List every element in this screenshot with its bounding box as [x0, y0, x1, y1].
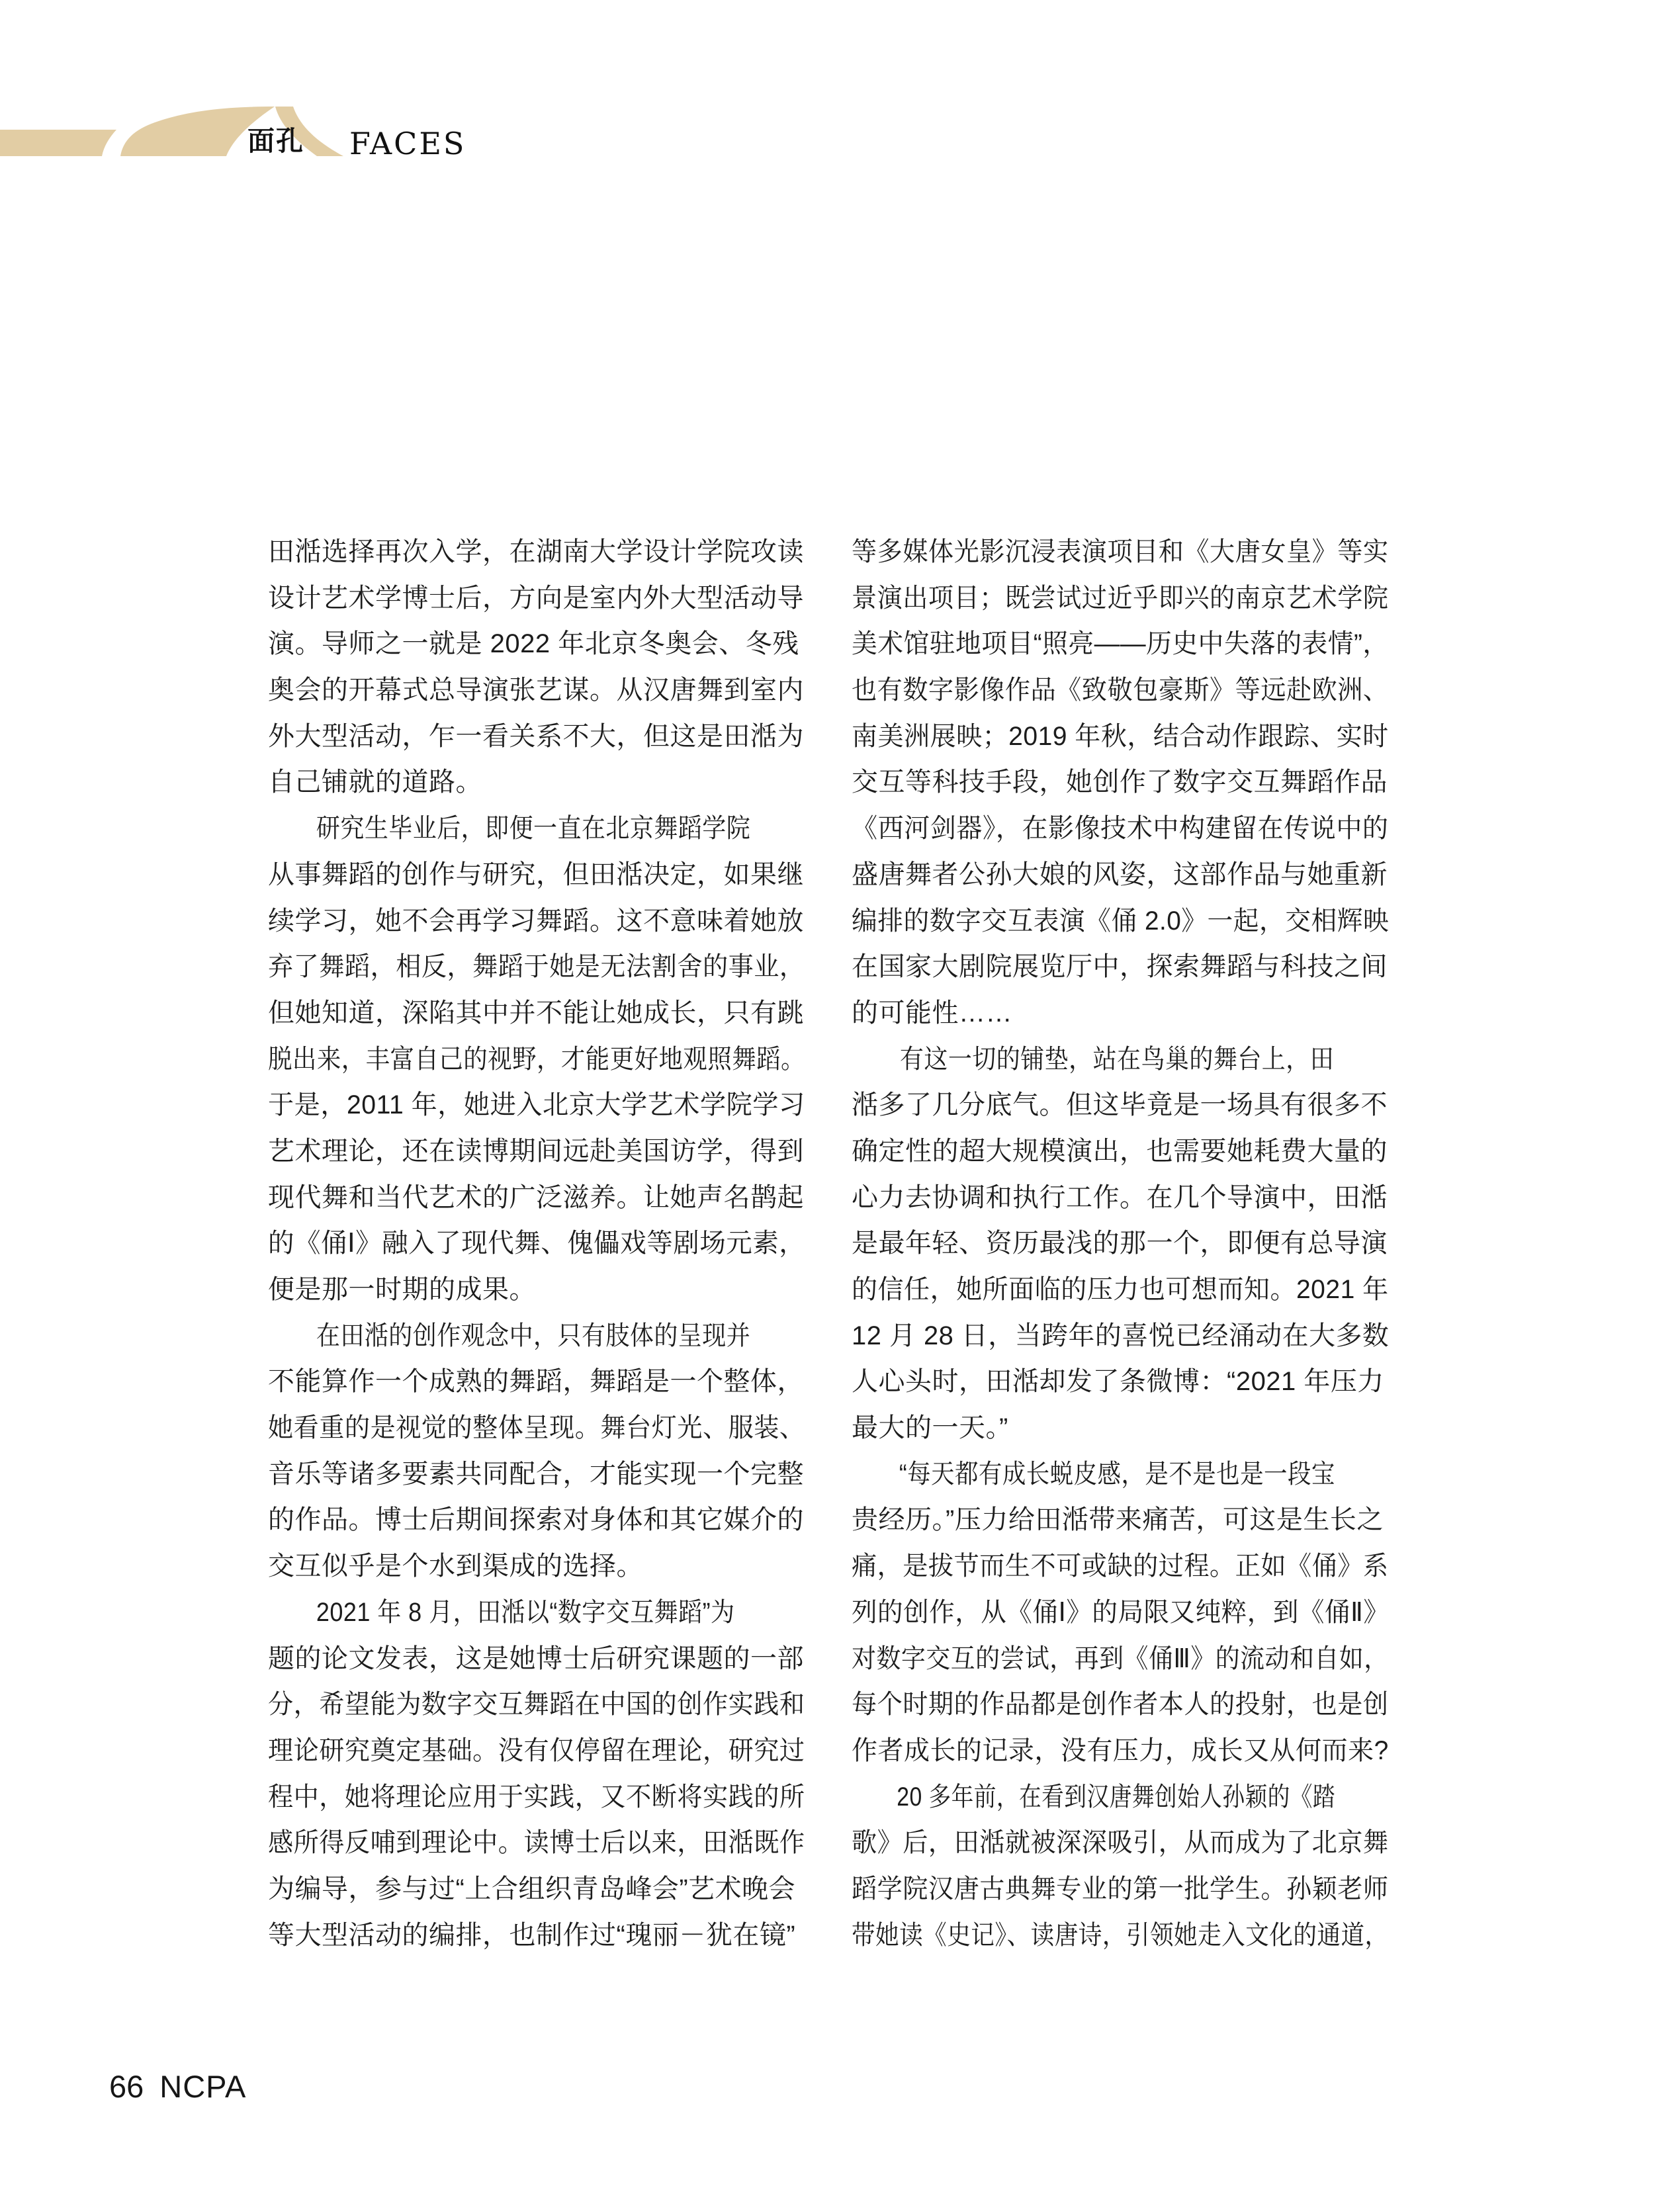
text-line: 作者成长的记录，没有压力，成长又从何而来?: [852, 1735, 1389, 1765]
text-line: 南美洲展映；2019 年秋，结合动作跟踪、实时: [852, 721, 1389, 751]
section-title-zh: 面孔: [247, 126, 304, 156]
text-line: 题的论文发表，这是她博士后研究课题的一部: [268, 1643, 804, 1673]
text-line: 理论研究奠定基础。没有仅停留在理论，研究过: [268, 1735, 805, 1765]
text-line: 编排的数字交互表演《俑 2.0》一起，交相辉映: [852, 906, 1390, 936]
text-line: 为编导，参与过“上合组织青岛峰会”艺术晚会: [268, 1874, 796, 1904]
text-line: 程中，她将理论应用于实践，又不断将实践的所: [268, 1782, 805, 1812]
text-line: 艺术理论，还在读博期间远赴美国访学，得到: [268, 1136, 804, 1166]
text-line: 带她读《史记》、读唐诗，引领她走入文化的通道，: [852, 1920, 1389, 1950]
text-line: 每个时期的作品都是创作者本人的投射，也是创: [852, 1690, 1389, 1720]
text-line: 奥会的开幕式总导演张艺谋。从汉唐舞到室内: [268, 676, 804, 705]
text-line: 外大型活动，乍一看关系不大，但这是田湉为: [268, 721, 804, 751]
text-line: 她看重的是视觉的整体呈现。舞台灯光、服装、: [268, 1413, 805, 1443]
text-line: 有这一切的铺垫，站在鸟巢的舞台上，田: [899, 1044, 1335, 1074]
text-line: 自己铺就的道路。: [268, 767, 482, 797]
text-line: 20 多年前，在看到汉唐舞创始人孙颖的《踏: [897, 1782, 1336, 1812]
text-line: 交互似乎是个水到渠成的选择。: [268, 1552, 643, 1581]
section-title-en: FACES: [349, 126, 466, 161]
text-line: 湉多了几分底气。但这毕竟是一场具有很多不: [852, 1090, 1388, 1120]
page-number: 66: [109, 2069, 144, 2104]
text-line: 也有数字影像作品《致敬包豪斯》等远赴欧洲、: [852, 676, 1389, 705]
text-line: 不能算作一个成熟的舞蹈，舞蹈是一个整体，: [268, 1367, 804, 1397]
text-line: 脱出来，丰富自己的视野，才能更好地观照舞蹈。: [268, 1044, 805, 1074]
page-footer: [109, 2071, 246, 2102]
text-line: 12 月 28 日，当跨年的喜悦已经涌动在大多数: [852, 1321, 1390, 1350]
text-line: 2021 年 8 月，田湉以“数字交互舞蹈”为: [316, 1597, 735, 1627]
text-line: 心力去协调和执行工作。在几个导演中，田湉: [852, 1182, 1388, 1212]
text-line: 田湉选择再次入学，在湖南大学设计学院攻读: [268, 537, 804, 566]
text-line: 的《俑Ⅰ》融入了现代舞、傀儡戏等剧场元素，: [268, 1229, 806, 1258]
text-line: 于是，2011 年，她进入北京大学艺术学院学习: [268, 1090, 805, 1120]
text-line: 续学习，她不会再学习舞蹈。这不意味着她放: [268, 906, 804, 936]
text-line: 对数字交互的尝试，再到《俑Ⅲ》的流动和自如，: [852, 1643, 1389, 1673]
text-line: 列的创作，从《俑Ⅰ》的局限又纯粹，到《俑Ⅱ》: [852, 1597, 1390, 1627]
text-line: 最大的一天。”: [852, 1413, 1008, 1443]
text-line: 的作品。博士后期间探索对身体和其它媒介的: [268, 1505, 804, 1535]
text-line: 交互等科技手段，她创作了数字交互舞蹈作品: [852, 767, 1388, 797]
text-line: 演。导师之一就是 2022 年北京冬奥会、冬残: [268, 629, 799, 659]
text-line: 等大型活动的编排，也制作过“瑰丽－犹在镜”: [268, 1920, 796, 1950]
text-line: 美术馆驻地项目“照亮——历史中失落的表情”，: [852, 629, 1389, 659]
text-line: 蹈学院汉唐古典舞专业的第一批学生。孙颖老师: [852, 1874, 1389, 1904]
text-line: 人心头时，田湉却发了条微博：“2021 年压力: [852, 1367, 1384, 1397]
publication-name: NCPA: [159, 2069, 247, 2104]
text-line: 确定性的超大规模演出，也需要她耗费大量的: [852, 1136, 1388, 1166]
text-line: 研究生毕业后，即便一直在北京舞蹈学院: [316, 814, 751, 844]
text-line: 的可能性……: [852, 998, 1012, 1028]
text-line: 景演出项目；既尝试过近乎即兴的南京艺术学院: [852, 583, 1389, 613]
text-line: 痛，是拔节而生不可或缺的过程。正如《俑》系: [852, 1552, 1389, 1581]
text-line: 设计艺术学博士后，方向是室内外大型活动导: [268, 583, 804, 613]
text-line: 音乐等诸多要素共同配合，才能实现一个完整: [268, 1459, 804, 1489]
text-line: 等多媒体光影沉浸表演项目和《大唐女皇》等实: [852, 537, 1389, 566]
text-line: 感所得反哺到理论中。读博士后以来，田湉既作: [268, 1828, 805, 1858]
text-line: 从事舞蹈的创作与研究，但田湉决定，如果继: [268, 859, 804, 889]
text-line: 在田湉的创作观念中，只有肢体的呈现并: [316, 1321, 751, 1350]
text-line: 分，希望能为数字交互舞蹈在中国的创作实践和: [268, 1690, 805, 1720]
text-line: 盛唐舞者公孙大娘的风姿，这部作品与她重新: [852, 859, 1388, 889]
text-line: “每天都有成长蜕皮感，是不是也是一段宝: [899, 1459, 1335, 1489]
text-line: 《西河剑器》，在影像技术中构建留在传说中的: [852, 814, 1389, 844]
text-line: 现代舞和当代艺术的广泛滋养。让她声名鹊起: [268, 1182, 804, 1212]
header-bar-shape: [0, 130, 116, 156]
article-column-left: [268, 529, 805, 1958]
text-line: 但她知道，深陷其中并不能让她成长，只有跳: [268, 998, 804, 1028]
text-line: 便是那一时期的成果。: [268, 1275, 536, 1304]
text-line: 弃了舞蹈，相反，舞蹈于她是无法割舍的事业，: [268, 952, 805, 982]
text-line: 是最年轻、资历最浅的那一个，即便有总导演: [852, 1229, 1388, 1258]
text-line: 贵经历。”压力给田湉带来痛苦，可这是生长之: [852, 1505, 1384, 1535]
text-line: 在国家大剧院展览厅中，探索舞蹈与科技之间: [852, 952, 1388, 982]
text-line: 的信任，她所面临的压力也可想而知。2021 年: [852, 1275, 1389, 1304]
article-column-right: [852, 529, 1389, 1958]
text-line: 歌》后，田湉就被深深吸引，从而成为了北京舞: [852, 1828, 1389, 1858]
